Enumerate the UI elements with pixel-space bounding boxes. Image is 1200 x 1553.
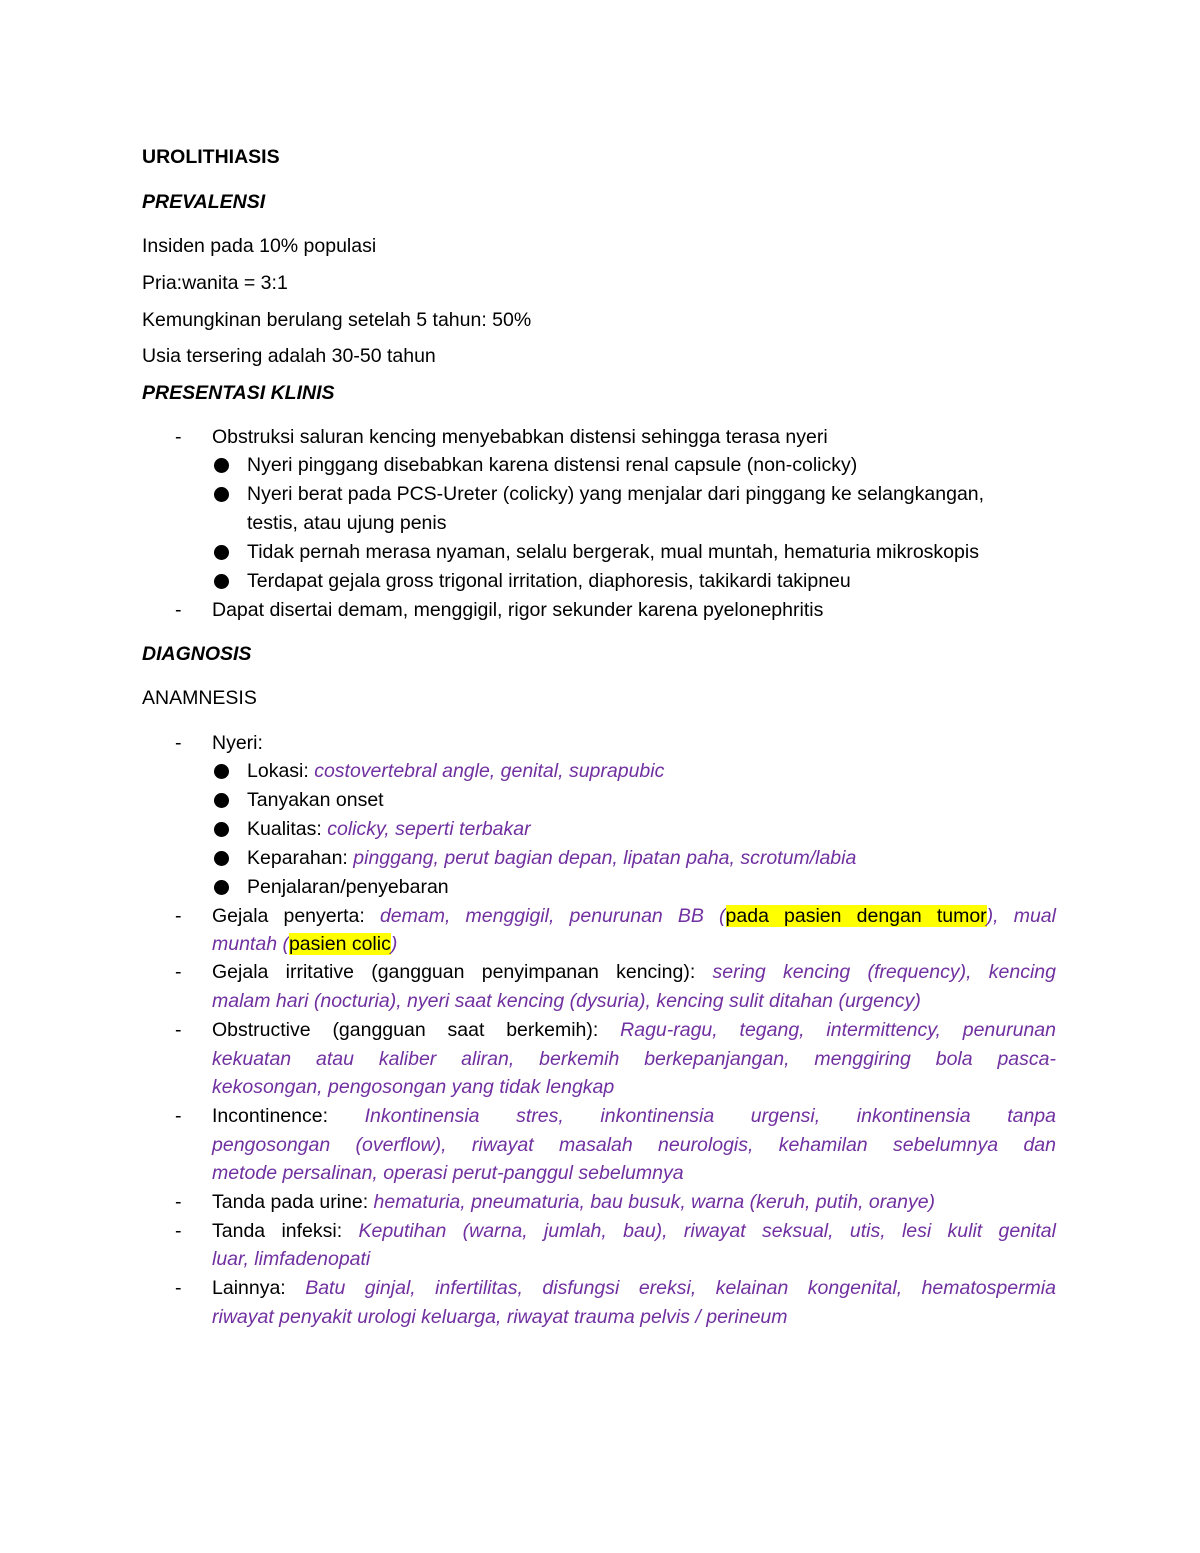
list-item: Dapat disertai demam, menggigil, rigor sekunder karena pyelonephritis [212,599,824,621]
item-value: ) [390,933,398,955]
list-item-continuation: pengosongan (overflow), riwayat masalah neurologis, kehamilan sebelumnya dan [212,1134,1056,1156]
bullet-item: Nyeri berat pada PCS-Ureter (colicky) yang menjalar dari pinggang ke selangkangan, [247,483,985,505]
prevalensi-line: Pria:wanita = 3:1 [142,272,288,294]
item-label: Keparahan: [247,847,354,869]
list-item-continuation: kekosongan, pengosongan yang tidak lengkap [212,1076,615,1098]
list-item-lainnya [212,1276,1056,1300]
bullet-item: Nyeri pinggang disebabkan karena distensi renal capsule (non-colicky) [247,454,858,476]
item-value: hematuria, pneumaturia, bau busuk, warna (keruh, putih, oranye) [373,1191,936,1213]
subheading-anamnesis: ANAMNESIS [142,687,257,709]
highlighted-text: pada pasien dengan tumor [725,905,987,927]
bullet-item-keparahan [247,846,856,870]
item-value: colicky, seperti terbakar [327,818,531,840]
bullet-dot [214,764,229,779]
item-label: Gejala irritative (gangguan penyimpanan kencing): [212,961,713,983]
item-value: Inkontinensia stres, inkontinensia urgensi, inkontinensia tanpa [364,1105,1057,1127]
item-label: Tanda pada urine: [212,1191,374,1213]
list-dash: - [175,1220,182,1242]
list-dash: - [175,1277,182,1299]
list-item-nyeri: Nyeri: [212,732,263,754]
prevalensi-line: Insiden pada 10% populasi [142,235,377,257]
list-dash: - [175,1105,182,1127]
item-label: Tanda infeksi: [212,1220,359,1242]
bullet-item-penjalaran: Penjalaran/penyebaran [247,876,449,898]
list-dash: - [175,1191,182,1213]
item-value: demam, menggigil, penurunan BB ( [379,905,726,927]
bullet-item-kualitas [247,817,531,841]
document-title: UROLITHIASIS [142,146,280,168]
item-value: sering kencing (frequency), kencing [712,961,1056,983]
item-label: Kualitas: [247,818,328,840]
list-item: Obstruksi saluran kencing menyebabkan distensi sehingga terasa nyeri [212,426,828,448]
list-item-tanda-infeksi [212,1219,1056,1243]
list-item-tanda-urine [212,1190,935,1214]
bullet-dot [214,793,229,808]
list-dash: - [175,961,182,983]
list-item-continuation: riwayat penyakit urologi keluarga, riwayat trauma pelvis / perineum [212,1306,788,1328]
list-item-continuation: malam hari (nocturia), nyeri saat kencing (dysuria), kencing sulit ditahan (urgency) [212,990,921,1012]
bullet-dot [214,458,229,473]
item-label: Obstructive (gangguan saat berkemih): [212,1019,621,1041]
bullet-item-lokasi [247,759,664,783]
item-label: Lokasi: [247,760,315,782]
item-value: costovertebral angle, genital, suprapubic [314,760,665,782]
list-item-continuation [212,932,397,956]
prevalensi-line: Usia tersering adalah 30-50 tahun [142,345,436,367]
list-item-continuation: kekuatan atau kaliber aliran, berkemih berkepanjangan, menggiring bola pasca- [212,1048,1056,1070]
list-dash: - [175,732,182,754]
item-value: Keputihan (warna, jumlah, bau), riwayat seksual, utis, lesi kulit genital [358,1220,1056,1242]
bullet-item-continuation: testis, atau ujung penis [247,512,447,534]
highlighted-text: pasien colic [288,933,391,955]
item-value: ), mual [986,905,1056,927]
list-dash: - [175,426,182,448]
list-dash: - [175,1019,182,1041]
section-heading-diagnosis: DIAGNOSIS [142,643,252,665]
bullet-item-onset: Tanyakan onset [247,789,384,811]
list-dash: - [175,905,182,927]
bullet-item: Tidak pernah merasa nyaman, selalu bergerak, mual muntah, hematuria mikroskopis [247,541,979,563]
item-label: Gejala penyerta: [212,905,380,927]
bullet-dot [214,574,229,589]
list-item-incontinence [212,1104,1056,1128]
prevalensi-line: Kemungkinan berulang setelah 5 tahun: 50% [142,309,532,331]
bullet-dot [214,822,229,837]
list-item-continuation: metode persalinan, operasi perut-panggul sebelumnya [212,1162,684,1184]
item-label: Incontinence: [212,1105,365,1127]
list-dash: - [175,599,182,621]
list-item-gejala-penyerta [212,904,1056,928]
bullet-dot [214,487,229,502]
item-label: Lainnya: [212,1277,306,1299]
bullet-dot [214,880,229,895]
item-value: pinggang, perut bagian depan, lipatan paha, scrotum/labia [353,847,857,869]
section-heading-prevalensi: PREVALENSI [142,191,266,213]
bullet-dot [214,545,229,560]
list-item-obstructive [212,1018,1056,1042]
list-item-irritative [212,960,1056,984]
item-value: muntah ( [212,933,289,955]
item-value: Ragu-ragu, tegang, intermittency, penurunan [620,1019,1056,1041]
list-item-continuation: luar, limfadenopati [212,1248,371,1270]
bullet-dot [214,851,229,866]
section-heading-presentasi: PRESENTASI KLINIS [142,382,335,404]
bullet-item: Terdapat gejala gross trigonal irritation, diaphoresis, takikardi takipneu [247,570,851,592]
item-value: Batu ginjal, infertilitas, disfungsi ereksi, kelainan kongenital, hematospermia [305,1277,1056,1299]
